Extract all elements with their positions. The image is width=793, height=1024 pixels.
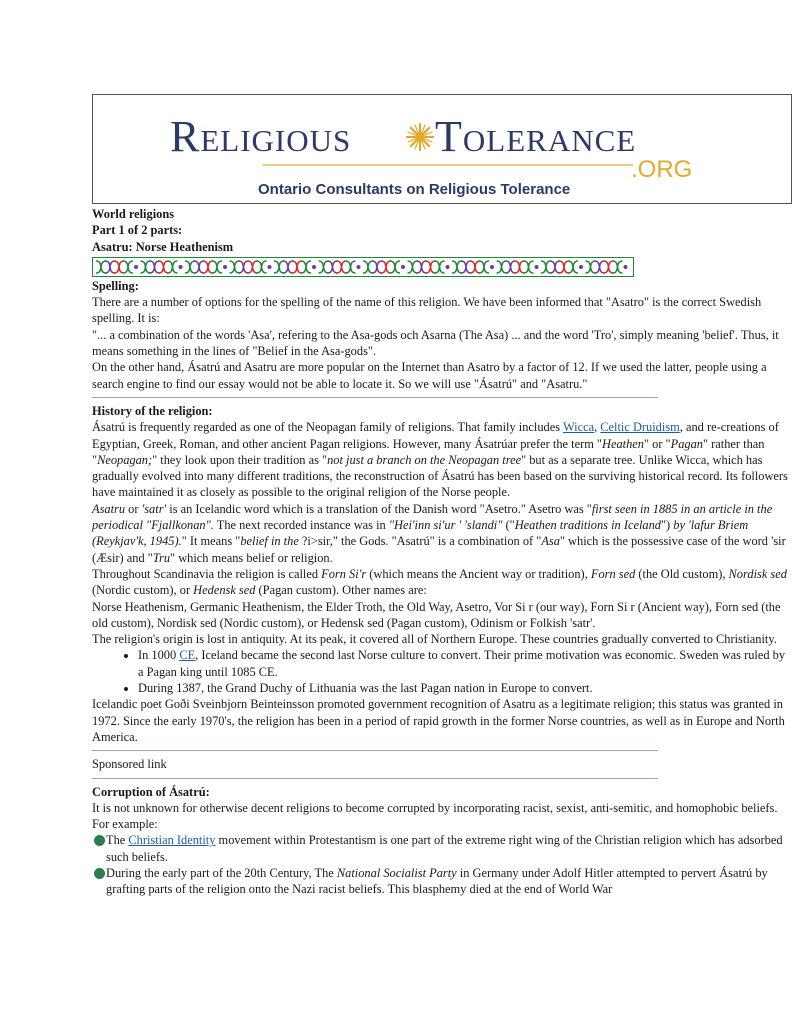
logo-org-text: .ORG — [631, 156, 693, 183]
knot-motif — [96, 261, 138, 273]
site-banner[interactable] — [92, 94, 792, 204]
logo-tolerance-text: Tolerance — [435, 112, 637, 161]
page-title: Asatru: Norse Heathenism — [92, 239, 234, 254]
history-heading: History of the religion: — [92, 403, 213, 418]
history-paragraph-6: Icelandic poet Goði Sveinbjorn Beinteinsson promoted government recognition of Asatru as a legitimate religion; this status was granted in 1972. Since the early 1970's, the religion has been in a period of rapid growth in the former Norse countries, as well as in Europe and North America. — [92, 697, 785, 744]
knot-motif — [230, 261, 272, 273]
part-indicator: Part 1 of 2 parts: — [92, 223, 183, 238]
spelling-heading: Spelling: — [92, 278, 139, 293]
sun-star-icon — [407, 124, 433, 150]
knot-motif — [363, 261, 405, 273]
spelling-quote: "... a combination of the words 'Asa', refering to the Asa-gods och Asarna (The Asa) ... and the word 'Tro', simply meaning 'belief'. Thus, it means something in the lines of "Belief in the Asa-gods". — [92, 327, 779, 359]
history-paragraph-3: Throughout Scandinavia the religion is called Forn Si'r (which means the Ancient way or tradition), Forn sed (the Old custom), Nordisk sed (Nordic custom), or Hedensk sed (Pagan custom). Other names are: — [92, 566, 787, 598]
knot-motif — [185, 261, 227, 273]
corruption-heading: Corruption of Ásatrú: — [92, 784, 210, 799]
history-paragraph-1: Ásatrú is frequently regarded as one of the Neopagan family of religions. That family includes Wicca, Celtic Druidism, and re-creations of Egyptian, Greek, Roman, and other ancient Pagan religions. However, many Ásatrúar prefer the term "Heathen" or "Pagan" rather than "Neopagan;" they look upon their tradition as "not just a branch on the Neopagan tree" but as a separate tree. Unlike Wicca, which has gradually evolved into many different traditions, the reconstruction of Ásatrú has been based on the surviving historical record. Its followers have maintained it as closely as possible to the original religion of the Norse people. — [92, 420, 788, 500]
section-label: World religions — [92, 207, 175, 221]
bullet-dot-icon — [94, 835, 105, 846]
bullet-dot-icon — [94, 868, 105, 879]
knot-motif — [541, 261, 583, 273]
banner-tagline: Ontario Consultants on Religious Tolerance — [258, 181, 571, 198]
wicca-link[interactable]: Wicca — [562, 420, 595, 435]
section-divider — [92, 397, 658, 398]
ce-link[interactable]: CE — [179, 648, 196, 663]
spelling-paragraph-2: On the other hand, Ásatrú and Asatru are more popular on the Internet than Asatro by a factor of 12. If we used the latter, people using a search engine to find our essay would not be able to locate it. So we will use "Ásatrú" and "Asatru." — [92, 360, 767, 391]
history-paragraph-2: Asatru or 'satr' is an Icelandic word which is a translation of the Danish word "Asetro." Asetro was "first seen in 1885 in an article in the periodical "Fjallkonan". The next recorded instance was in "Hei'inn si'ur ' 'slandi" ("Heathen traditions in Iceland") by 'lafur Briem (Reykjav'k, 1945)." It means "belief in the ?i>sir," the Gods. "Asatrú" is a combination of "Asa" which is the possessive case of the word 'sir (Æsir) and "Tru" which means belief or religion. — [92, 501, 786, 565]
knot-motif — [319, 261, 361, 273]
corruption-paragraph: It is not unknown for otherwise decent religions to become corrupted by incorporating racist, sexist, anti-semitic, and homophobic beliefs. For example: — [92, 800, 778, 832]
section-divider — [92, 750, 658, 751]
knot-motif — [497, 261, 539, 273]
spelling-paragraph-1: There are a number of options for the spelling of the name of this religion. We have been informed that "Asatro" is the correct Swedish spelling. It is: — [92, 295, 762, 326]
list-item: During the early part of the 20th Century, The National Socialist Party in Germany under Adolf Hitler attempted to pervert Ásatrú by grafting parts of the religion onto the Nazi racist beliefs. This blasphemy died at the end of World War — [92, 865, 792, 898]
celtic-druidism-link[interactable]: Celtic Druidism — [600, 420, 680, 435]
knot-motif — [586, 261, 628, 273]
history-paragraph-5: The religion's origin is lost in antiquity. At its peak, it covered all of Northern Europe. These countries gradually converted to Christianity. — [92, 632, 777, 647]
section-divider — [92, 778, 658, 779]
site-logo — [93, 95, 793, 205]
knot-motif — [408, 261, 450, 273]
logo-religious-text: Religious — [170, 112, 352, 161]
conversion-list — [92, 647, 792, 696]
knot-motif — [274, 261, 316, 273]
christian-identity-link[interactable]: Christian Identity — [128, 833, 216, 848]
list-item: • In 1000 CE, Iceland became the second last Norse culture to convert. Their prime motivation was economic. Sweden was ruled by a Pagan king until 1085 CE. — [138, 647, 792, 680]
list-item: The Christian Identity movement within Protestantism is one part of the extreme right wing of the Christian religion which has adsorbed such beliefs. — [92, 832, 792, 865]
knotwork-divider — [92, 257, 634, 277]
sponsored-link-label: Sponsored link — [92, 757, 167, 772]
list-item: • During 1387, the Grand Duchy of Lithuania was the last Pagan nation in Europe to convert. — [138, 680, 792, 696]
article-content — [92, 206, 792, 898]
knot-motif — [141, 261, 183, 273]
knot-motif — [452, 261, 494, 273]
history-paragraph-4: Norse Heathenism, Germanic Heathenism, the Elder Troth, the Old Way, Asetro, Vor Si r (our way), Forn Si r (Ancient way), Forn sed (the old custom), Nordisk sed (Nordic custom), or Hedensk sed (Pagan custom), Odinism or Folkish 'satr'. — [92, 599, 781, 630]
